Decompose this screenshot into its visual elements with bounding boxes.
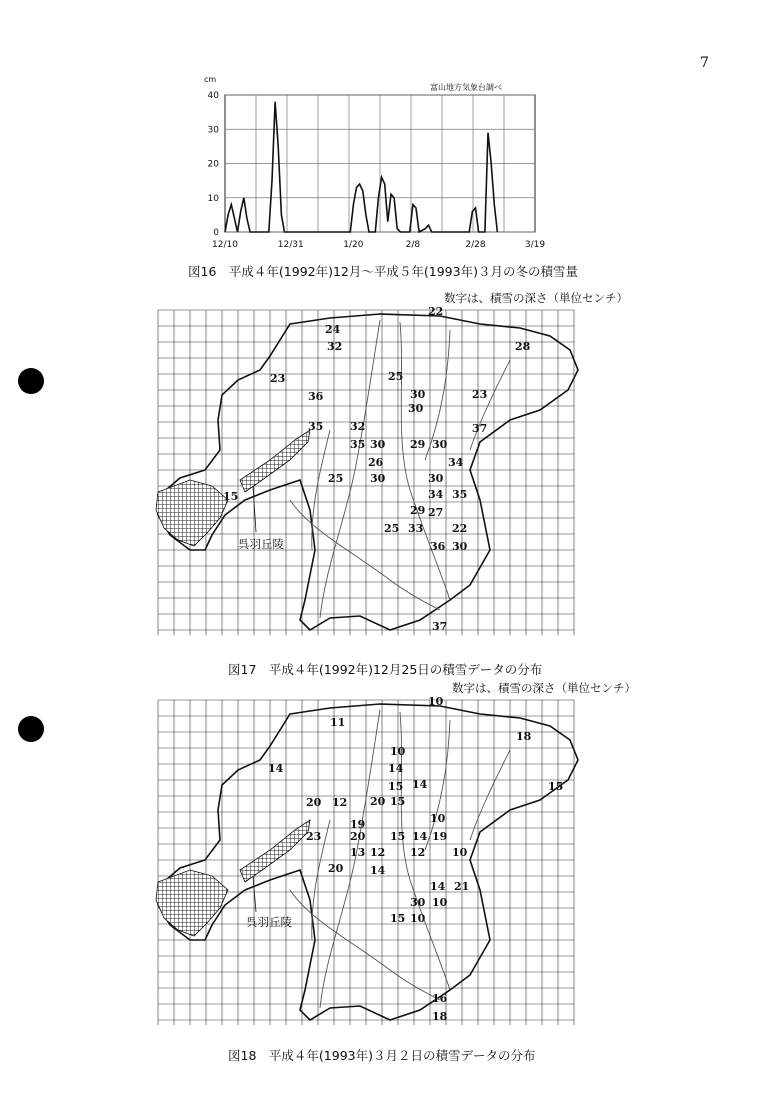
kureha-label-18: 呉羽丘陵 <box>246 915 292 929</box>
snow-depth-value: 15 <box>223 490 239 503</box>
snow-depth-value: 30 <box>428 472 444 485</box>
snow-depth-value: 36 <box>430 540 446 553</box>
snow-depth-value: 23 <box>270 372 286 385</box>
snow-depth-value: 15 <box>388 780 404 793</box>
punch-hole-top <box>18 368 44 394</box>
x-tick-label: 2/28 <box>465 240 486 250</box>
y-tick-label: 20 <box>207 159 219 170</box>
snow-depth-value: 10 <box>428 695 444 708</box>
snow-depth-value: 37 <box>432 620 448 633</box>
snow-depth-value: 26 <box>368 456 384 469</box>
snow-depth-value: 16 <box>432 992 448 1005</box>
y-unit-label: cm <box>204 75 217 84</box>
map18-note: 数字は、積雪の深さ（単位センチ） <box>452 681 636 695</box>
snow-depth-value: 30 <box>410 896 426 909</box>
map18-grid <box>158 700 574 1025</box>
snowfall-chart <box>190 70 550 255</box>
snow-depth-value: 14 <box>388 762 404 775</box>
snow-depth-value: 12 <box>370 846 386 859</box>
punch-hole-bottom <box>18 716 44 742</box>
snow-depth-value: 34 <box>448 456 464 469</box>
snow-depth-value: 13 <box>350 846 366 859</box>
x-tick-label: 12/31 <box>277 240 304 250</box>
snow-depth-value: 25 <box>328 472 344 485</box>
snow-map-18 <box>150 690 590 1035</box>
snow-depth-value: 27 <box>428 506 444 519</box>
map17-outline <box>158 314 578 630</box>
y-tick-label: 10 <box>207 193 219 204</box>
figure17-caption: 図17 平成４年(1992年)12月25日の積雪データの分布 <box>228 662 543 677</box>
snow-depth-value: 20 <box>306 796 322 809</box>
snow-depth-value: 12 <box>410 846 426 859</box>
snow-depth-value: 14 <box>370 864 386 877</box>
snow-depth-value: 29 <box>410 504 426 517</box>
coastal-lowland-18 <box>156 870 228 936</box>
snow-depth-value: 10 <box>432 896 448 909</box>
snow-depth-value: 22 <box>428 305 444 318</box>
snow-depth-value: 32 <box>350 420 366 433</box>
y-tick-label: 30 <box>207 125 219 136</box>
snow-depth-value: 15 <box>390 830 406 843</box>
snow-depth-value: 23 <box>306 830 322 843</box>
snow-depth-value: 25 <box>388 370 404 383</box>
snow-depth-value: 21 <box>454 880 470 893</box>
snow-depth-value: 24 <box>325 323 341 336</box>
snow-depth-series <box>225 102 497 232</box>
map17-grid <box>158 310 574 635</box>
snow-depth-value: 23 <box>472 388 488 401</box>
snow-depth-value: 25 <box>384 522 400 535</box>
figure18-caption: 図18 平成４年(1993年)３月２日の積雪データの分布 <box>228 1048 536 1063</box>
snow-depth-value: 10 <box>430 812 446 825</box>
snow-depth-value: 15 <box>548 780 564 793</box>
chart-source-note: 富山地方気象台調べ <box>430 83 502 92</box>
snow-depth-value: 12 <box>332 796 348 809</box>
snow-depth-value: 33 <box>408 522 424 535</box>
snow-depth-value: 15 <box>390 912 406 925</box>
snow-depth-value: 28 <box>515 340 531 353</box>
x-tick-label: 1/20 <box>343 240 364 250</box>
snow-depth-value: 30 <box>410 388 426 401</box>
snow-depth-value: 29 <box>410 438 426 451</box>
snow-depth-value: 32 <box>327 340 343 353</box>
snow-depth-value: 35 <box>452 488 468 501</box>
kureha-label-17: 呉羽丘陵 <box>238 537 284 551</box>
kureha-hills-18 <box>240 820 310 882</box>
snow-depth-value: 30 <box>370 472 386 485</box>
chart-grid <box>225 95 535 232</box>
map17-note: 数字は、積雪の深さ（単位センチ） <box>444 291 628 305</box>
snow-depth-value: 20 <box>370 795 386 808</box>
snow-depth-value: 18 <box>516 730 532 743</box>
coastal-lowland-17 <box>156 480 228 546</box>
y-tick-label: 0 <box>213 228 219 238</box>
snow-depth-value: 34 <box>428 488 444 501</box>
snow-depth-value: 30 <box>370 438 386 451</box>
snow-depth-value: 30 <box>432 438 448 451</box>
snow-depth-value: 19 <box>432 830 448 843</box>
y-tick-label: 40 <box>207 91 219 101</box>
x-tick-label: 2/8 <box>405 240 421 250</box>
snow-depth-value: 37 <box>472 422 488 435</box>
snow-depth-value: 35 <box>350 438 366 451</box>
snow-depth-value: 19 <box>350 818 366 831</box>
snow-depth-value: 20 <box>328 862 344 875</box>
x-tick-label: 12/10 <box>212 240 238 250</box>
snow-depth-value: 14 <box>412 778 428 791</box>
figure16-caption: 図16 平成４年(1992年)12月～平成５年(1993年)３月の冬の積雪量 <box>188 264 578 279</box>
kureha-hills-17 <box>240 430 310 492</box>
snow-depth-value: 14 <box>268 762 284 775</box>
page-number: 7 <box>700 55 709 71</box>
snow-map-17 <box>150 300 590 640</box>
snow-depth-value: 36 <box>308 390 324 403</box>
snow-depth-value: 10 <box>452 846 468 859</box>
map18-outline <box>158 704 578 1020</box>
snow-depth-value: 11 <box>330 716 346 729</box>
snow-depth-value: 15 <box>390 795 406 808</box>
snow-depth-value: 18 <box>432 1010 448 1023</box>
snow-depth-value: 30 <box>408 402 424 415</box>
x-tick-label: 3/19 <box>524 240 546 250</box>
snow-depth-value: 30 <box>452 540 468 553</box>
snow-depth-value: 35 <box>308 420 324 433</box>
snow-depth-value: 14 <box>430 880 446 893</box>
snow-depth-value: 10 <box>410 912 426 925</box>
snow-depth-value: 10 <box>390 745 406 758</box>
snow-depth-value: 22 <box>452 522 468 535</box>
snow-depth-value: 20 <box>350 830 366 843</box>
snow-depth-value: 14 <box>412 830 428 843</box>
